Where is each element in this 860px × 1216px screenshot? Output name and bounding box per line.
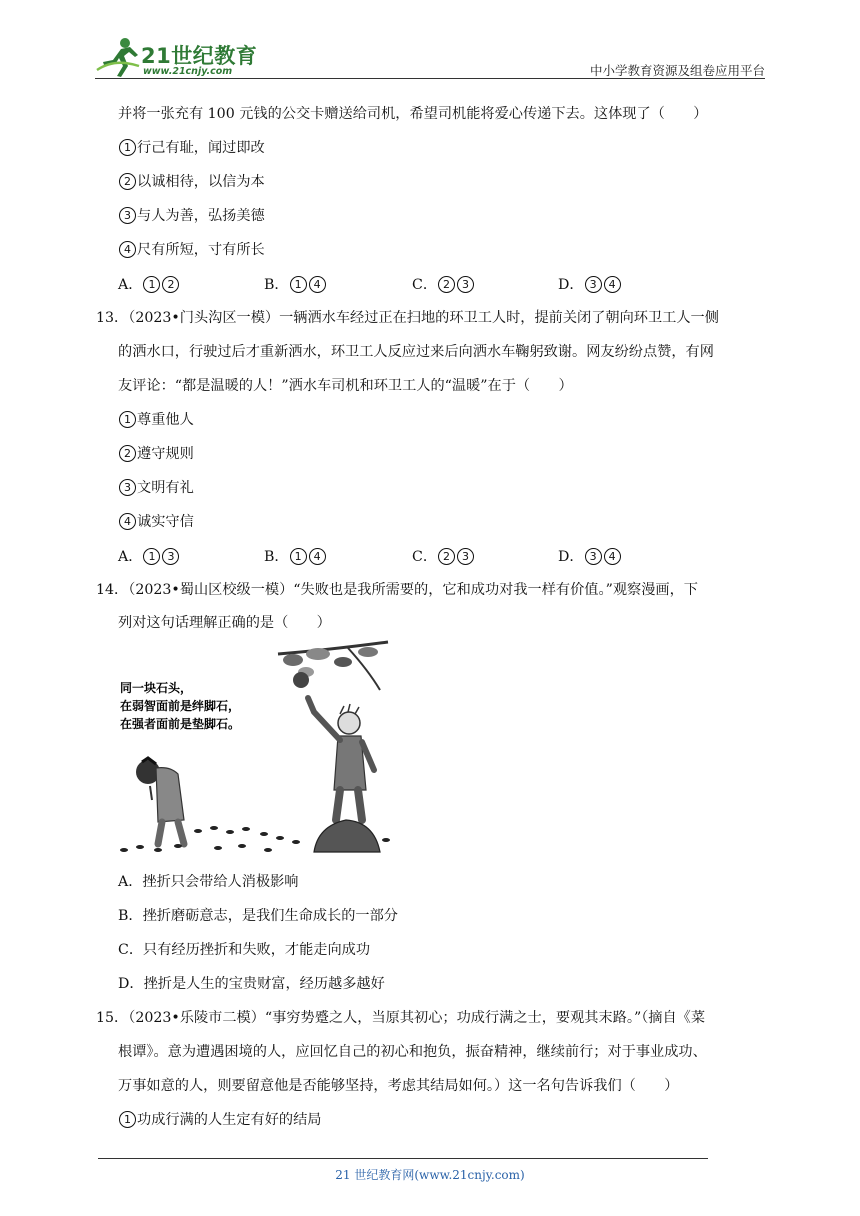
question-stem: 15．（2023•乐陵市二模）“事穷势蹙之人，当原其初心；功成行满之士，要观其末路。”（摘自《菜 (96, 1010, 706, 1026)
question-stem: 万事如意的人，则要留意他是否能够坚持，考虑其结局如何。）这一名句告诉我们（ ） (118, 1078, 679, 1094)
choice-c[interactable]: C．只有经历挫折和失败，才能走向成功 (118, 942, 371, 958)
statement-item: 2 遵守规则 (118, 444, 194, 464)
statement-item: 1 功成行满的人生定有好的结局 (118, 1110, 321, 1130)
cartoon-caption-line: 在弱智面前是绊脚石， (120, 699, 241, 713)
question-stem: 14．（2023•蜀山区校级一模）“失败也是我所需要的，它和成功对我一样有价值。”观察漫画，下 (96, 582, 698, 598)
page-footer[interactable]: 21 世纪教育网(www.21cnjy.com) (335, 1168, 525, 1182)
statement-item: 3 文明有礼 (118, 478, 194, 498)
question-stem: 的洒水口，行驶过后才重新洒水，环卫工人反应过来后向洒水车鞠躬致谢。网友纷纷点赞，有网 (118, 344, 714, 360)
question-stem: 13．（2023•门头沟区一模）一辆洒水车经过正在扫地的环卫工人时，提前关闭了朝向环卫工人一侧 (96, 310, 719, 326)
header-divider (95, 78, 765, 79)
choice-a[interactable]: A．挫折只会带给人消极影响 (118, 874, 299, 890)
statement-item: 3 与人为善，弘扬美德 (118, 206, 265, 226)
question-stem: 列对这句话理解正确的是（ ） (118, 615, 331, 631)
statement-item: 1 尊重他人 (118, 410, 194, 430)
runner-logo-icon (95, 36, 141, 78)
footer-divider (98, 1158, 708, 1159)
cartoon-image (118, 640, 394, 856)
cartoon-caption-line: 同一块石头， (120, 681, 193, 695)
choice-b[interactable]: B．挫折磨砺意志，是我们生命成长的一部分 (118, 908, 398, 924)
cartoon-caption-line: 在强者面前是垫脚石。 (120, 717, 241, 731)
platform-name: 中小学教育资源及组卷应用平台 (589, 63, 765, 78)
question-text: 并将一张充有 100 元钱的公交卡赠送给司机，希望司机能将爱心传递下去。这体现了（ ） (118, 106, 708, 122)
option-c[interactable]: C． 2 3 (412, 546, 475, 566)
statement-item: 1 行己有耻，闻过即改 (118, 138, 265, 158)
option-a[interactable]: A． 1 2 (118, 274, 180, 294)
question-stem: 友评论：“都是温暖的人！”洒水车司机和环卫工人的“温暖”在于（ ） (118, 378, 573, 394)
option-c[interactable]: C． 2 3 (412, 274, 475, 294)
site-logo (95, 36, 270, 78)
page-header (95, 30, 765, 80)
question-stem: 根谭》。意为遭遇困境的人，应回忆自己的初心和抱负，振奋精神，继续前行；对于事业成功、 (118, 1044, 707, 1060)
logo-text: 21世纪教育 (141, 44, 258, 68)
logo-url: www.21cnjy.com (143, 66, 233, 77)
statement-item: 4 诚实守信 (118, 512, 194, 532)
statement-item: 2 以诚相待，以信为本 (118, 172, 265, 192)
statement-item: 4 尺有所短，寸有所长 (118, 240, 265, 260)
option-b[interactable]: B． 1 4 (264, 274, 327, 294)
option-b[interactable]: B． 1 4 (264, 546, 327, 566)
option-d[interactable]: D． 3 4 (558, 274, 622, 294)
option-d[interactable]: D． 3 4 (558, 546, 622, 566)
choice-d[interactable]: D．挫折是人生的宝贵财富，经历越多越好 (118, 976, 385, 992)
option-a[interactable]: A． 1 3 (118, 546, 180, 566)
